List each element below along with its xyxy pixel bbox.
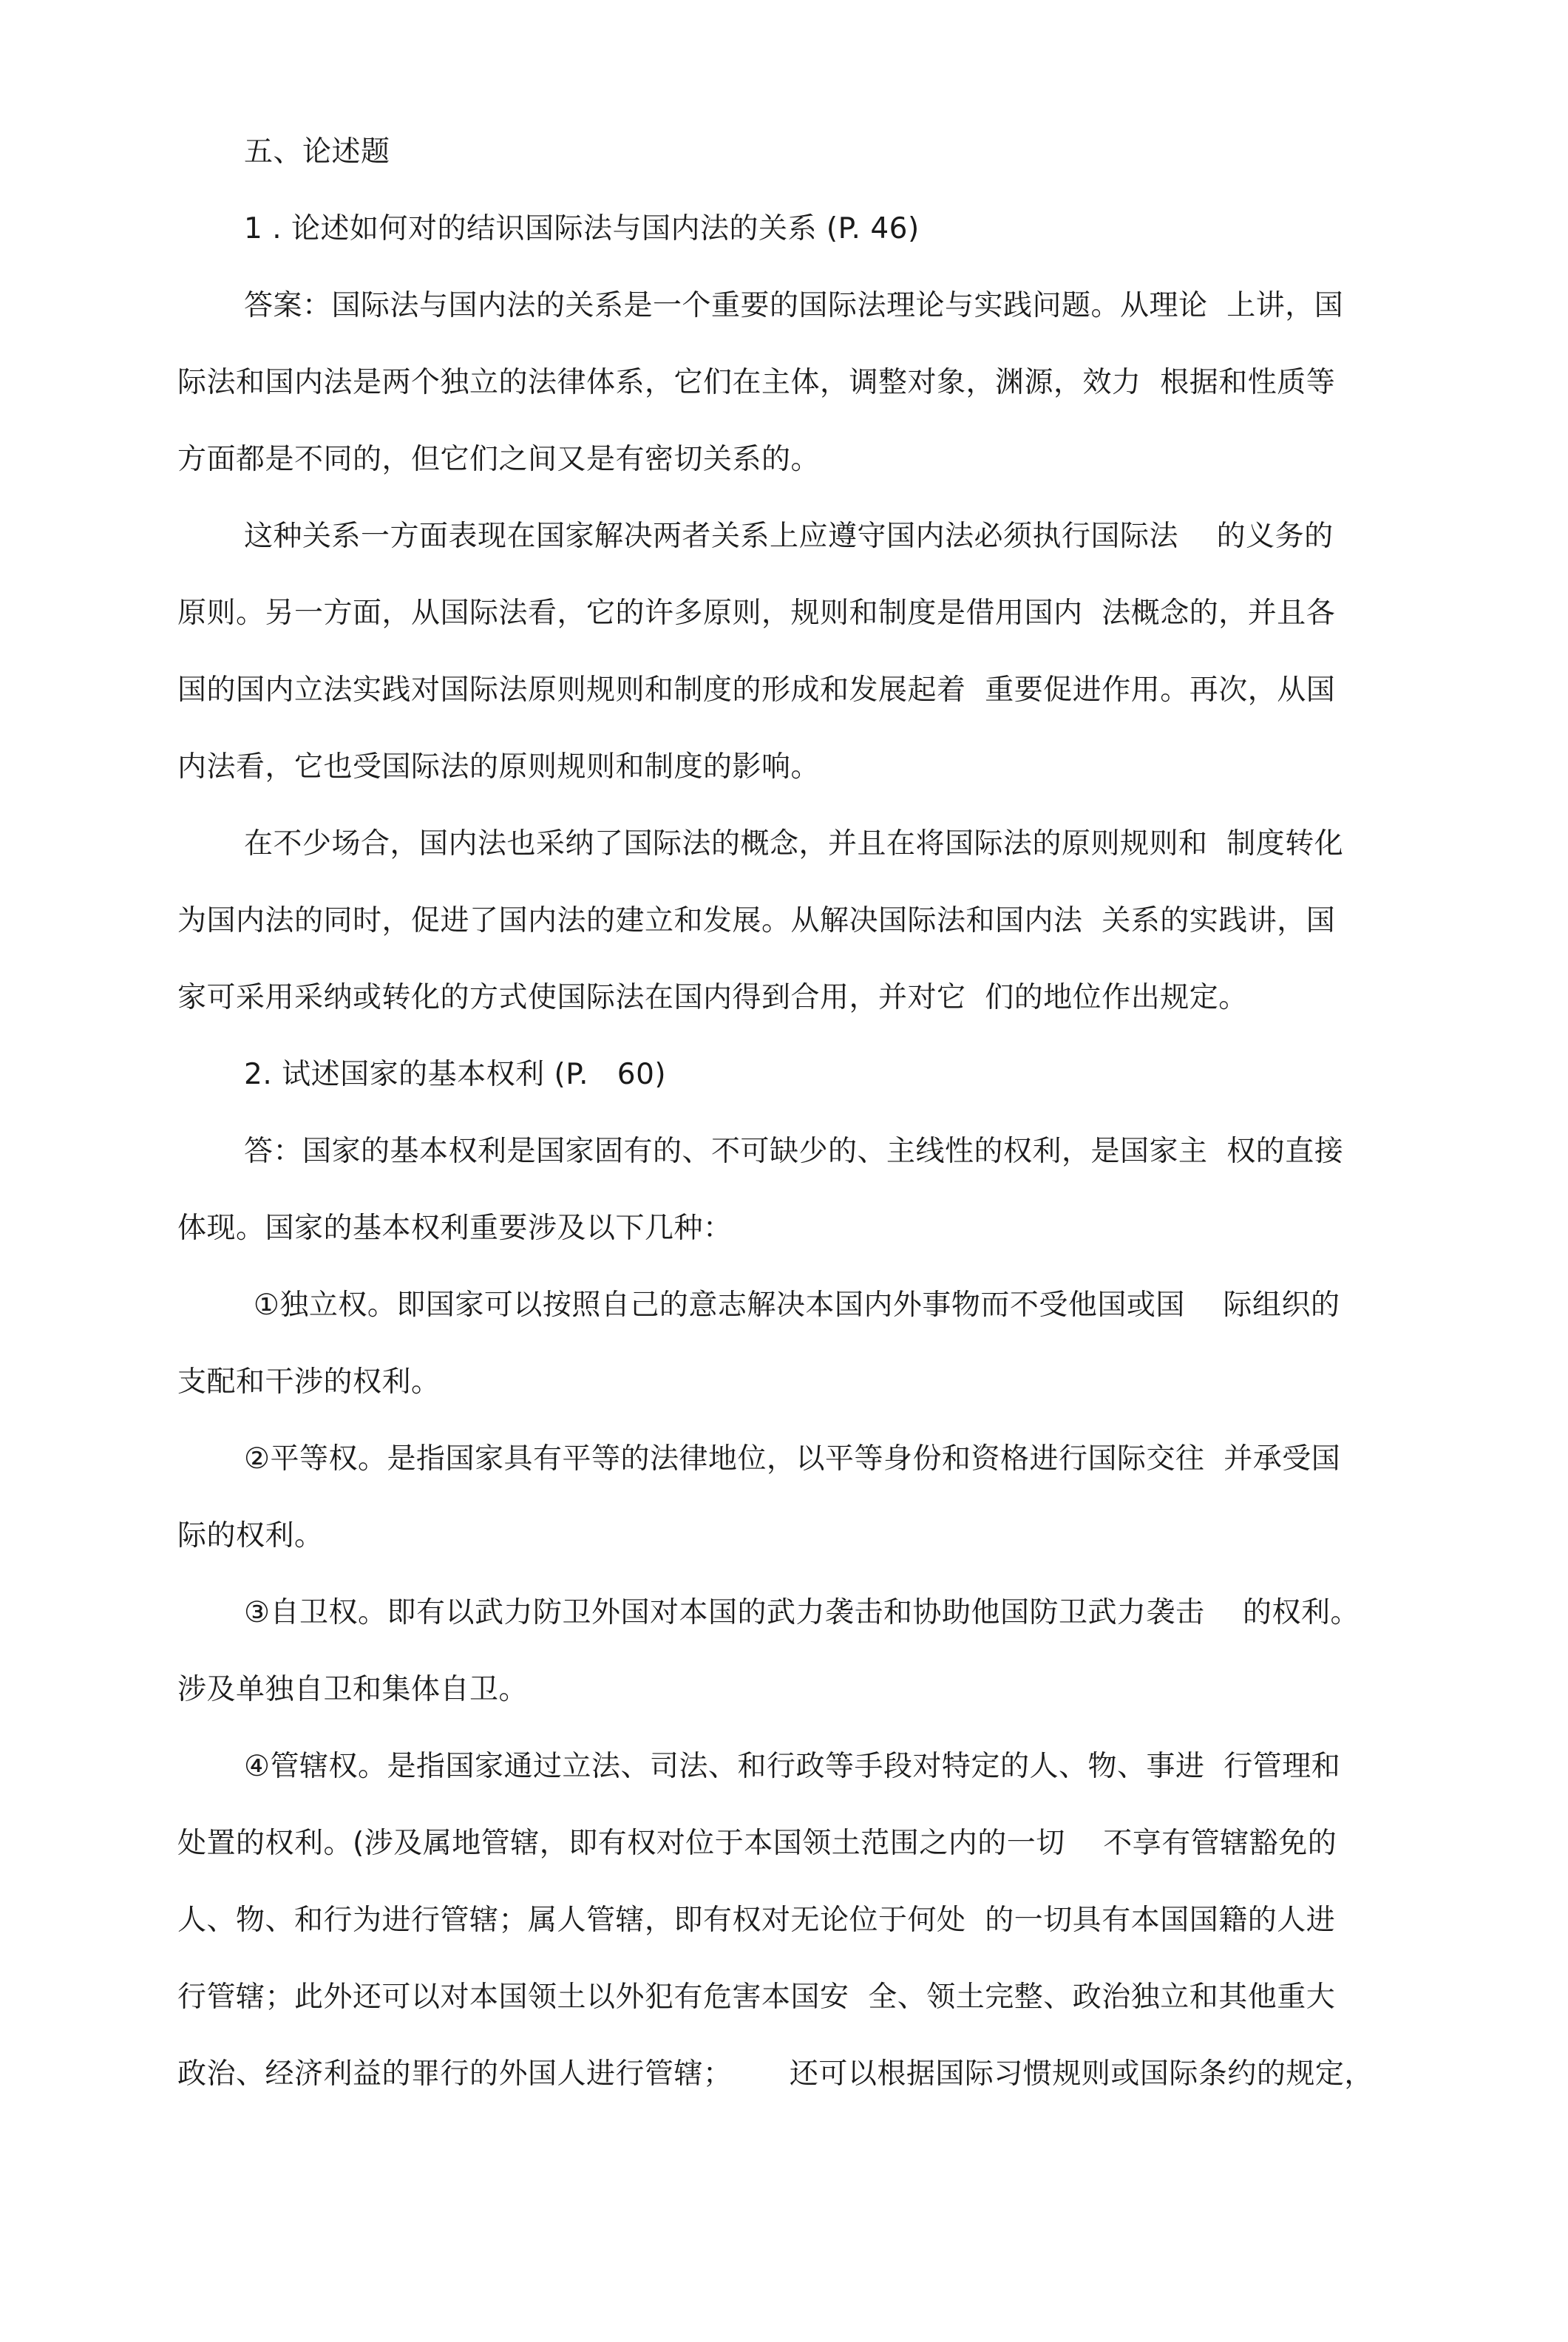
paragraph-line: 人、物、和行为进行管辖；属人管辖，即有权对无论位于何处 的一切具有本国国籍的人进 — [177, 1904, 1336, 1937]
question-1-title: 1 . 论述如何对的结识国际法与国内法的关系 (P. 46) — [244, 212, 920, 245]
paragraph-line: 体现。国家的基本权利重要涉及以下几种： — [177, 1212, 733, 1245]
paragraph-line: 际的权利。 — [177, 1519, 324, 1552]
paragraph-line: 支配和干涉的权利。 — [177, 1365, 441, 1399]
paragraph-line: 在不少场合，国内法也采纳了国际法的概念，并且在将国际法的原则规则和 制度转化 — [244, 827, 1344, 861]
list-item-independence: ①独立权。即国家可以按照自己的意志解决本国内外事物而不受他国或国 际组织的 — [244, 1289, 1340, 1322]
list-item-self-defense: ③自卫权。即有以武力防卫外国对本国的武力袭击和协助他国防卫武力袭击 的权利。 — [244, 1596, 1360, 1629]
paragraph-line: 行管辖；此外还可以对本国领土以外犯有危害本国安 全、领土完整、政治独立和其他重大 — [177, 1980, 1336, 2014]
paragraph-line: 答案：国际法与国内法的关系是一个重要的国际法理论与实践问题。从理论 上讲，国 — [244, 289, 1344, 322]
list-item-jurisdiction: ④管辖权。是指国家通过立法、司法、和行政等手段对特定的人、物、事进 行管理和 — [244, 1750, 1341, 1783]
paragraph-line: 答：国家的基本权利是国家固有的、不可缺少的、主线性的权利，是国家主 权的直接 — [244, 1135, 1344, 1168]
paragraph-line: 际法和国内法是两个独立的法律体系，它们在主体，调整对象，渊源，效力 根据和性质等 — [177, 366, 1336, 399]
list-item-equality: ②平等权。是指国家具有平等的法律地位，以平等身份和资格进行国际交往 并承受国 — [244, 1442, 1341, 1476]
paragraph-line: 国的国内立法实践对国际法原则规则和制度的形成和发展起着 重要促进作用。再次，从国 — [177, 673, 1336, 707]
paragraph-line: 为国内法的同时，促进了国内法的建立和发展。从解决国际法和国内法 关系的实践讲，国 — [177, 904, 1336, 937]
question-2-title: 2. 试述国家的基本权利 (P. 60) — [244, 1058, 667, 1091]
section-heading: 五、论述题 — [244, 135, 390, 169]
paragraph-line: 内法看，它也受国际法的原则规则和制度的影响。 — [177, 750, 821, 784]
paragraph-line: 政治、经济利益的罪行的外国人进行管辖； 还可以根据国际习惯规则或国际条约的规定， — [177, 2057, 1374, 2091]
paragraph-line: 家可采用采纳或转化的方式使国际法在国内得到合用，并对它 们的地位作出规定。 — [177, 981, 1248, 1014]
paragraph-line: 原则。另一方面，从国际法看，它的许多原则，规则和制度是借用国内 法概念的，并且各 — [177, 597, 1336, 630]
paragraph-line: 方面都是不同的，但它们之间又是有密切关系的。 — [177, 443, 821, 476]
paragraph-line: 涉及单独自卫和集体自卫。 — [177, 1673, 529, 1706]
paragraph-line: 处置的权利。(涉及属地管辖，即有权对位于本国领土范围之内的一切 不享有管辖豁免的 — [177, 1827, 1337, 1860]
paragraph-line: 这种关系一方面表现在国家解决两者关系上应遵守国内法必须执行国际法 的义务的 — [244, 520, 1334, 553]
